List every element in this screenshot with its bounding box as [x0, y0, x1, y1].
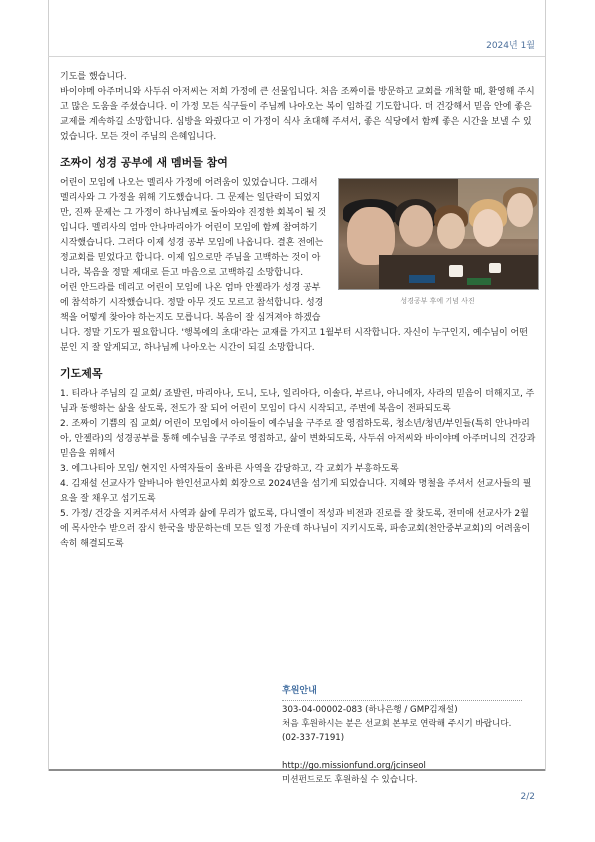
photo-figure	[338, 178, 537, 309]
bank-account: 303-04-00002-083 (하나은행 / GMP김재설)	[282, 705, 458, 715]
intro-line: 기도를 했습니다.	[60, 72, 127, 82]
page-number: 2/2	[520, 792, 535, 802]
prayer-item: 5. 가정/ 건강을 지켜주셔서 사역과 삶에 무리가 없도록, 다니엘이 적성과 비전과 진로를 잘 찾도록, 전미애 선교사가 2월에 목사안수 받으러 잠시 한국을 방문하는데 모든 일정 가운데 하나님이 지키시도록, 파송교회(천안중부교회)의 어려움이 속히 해결되도록	[60, 509, 531, 549]
prayer-item: 4. 김재설 선교사가 알바니아 한인선교사회 회장으로 2024년을 섬기게 되었습니다. 지혜와 명철을 주셔서 선교사들의 필요을 잘 채우고 섬기도록	[60, 479, 532, 504]
missionfund-link[interactable]: http://go.missionfund.org/jcinseol	[282, 761, 426, 771]
missionfund-note: 미션펀드로도 후원하실 수 있습니다.	[282, 775, 418, 785]
prayer-list	[60, 387, 537, 552]
header-rule	[48, 56, 545, 57]
prayer-item: 2. 조짜이 기쁨의 집 교회/ 어린이 모임에서 아이들이 예수님을 구주로 잘 영접하도록, 청소년/청년/부인들(특히 안나마리아, 안젤라)의 성경공부를 통해 예수님을 구주로 영접하고, 삶이 변화되도록, 사두쉬 아저씨와 바이야메 아주머니의 건강과 믿음을 위해서	[60, 419, 536, 459]
support-info	[282, 684, 522, 787]
section-title-bible-study: 조짜이 성경 공부에 새 멤버들 참여	[60, 156, 228, 169]
bible-study-section	[60, 155, 537, 356]
support-note: 처음 후원하시는 분은 선교회 본부로 연락해 주시기 바랍니다. (02-337-7191)	[282, 719, 512, 743]
support-title: 후원안내	[282, 686, 317, 696]
main-content	[60, 70, 537, 552]
photo-caption: 성경공부 후에 기념 사진	[400, 297, 475, 305]
section-title-prayer: 기도제목	[60, 367, 103, 380]
support-divider	[282, 700, 522, 701]
prayer-section	[60, 366, 537, 552]
group-photo	[338, 178, 539, 290]
intro-paragraph: 바이야메 아주머니와 사두쉬 아저씨는 저희 가정에 큰 선물입니다. 처음 조짜이를 방문하고 교회를 개척할 때, 환영해 주시고 많은 도움을 주셨습니다. 이 가정 모든 식구들이 주님께 나아오는 복이 임하길 기도합니다. 더 건강해서 믿음 안에 좋은 교제를 계속하길 소망합니다. 심방을 와줬다고 이 가정이 식사 초대해 주셔서, 좋은 식당에서 함께 좋은 시간을 보낼 수 있었습니다. 모든 것이 주님의 은혜입니다.	[60, 87, 535, 142]
prayer-item: 3. 에그나티아 모임/ 현지인 사역자들이 올바른 사역을 감당하고, 각 교회가 부흥하도록	[60, 464, 399, 474]
bible-study-paragraph-2: 어린 안드라를 데리고 어린이 모임에 나온 엄마 안젤라가 성경 공부에 참석하기 시작했습니다. 정말 아무 것도 모르고 참석합니다. 성경책을 어떻게 찾아야 하는지도 모릅니다. 복음이 잘 심겨져야 하겠습니다. 정말 기도가 필요합니다. '행복에의 초대'라는 교재를 가지고 1월부터 시작합니다. 자신이 누구인지, 예수님이 어떤 분인 지 잘 알게되고, 하나님께 나아오는 시간이 되길 소망합니다.	[60, 283, 528, 353]
prayer-item: 1. 티라나 주님의 길 교회/ 죠발린, 마리아나, 도니, 도나, 일리아다, 이솔다, 부르나, 아니에자, 사라의 믿음이 더해지고, 주님과 동행하는 삶을 살도록, 전도가 잘 되어 어린이 모임이 다시 시작되고, 주변에 복음이 전파되도록	[60, 389, 535, 414]
bible-study-paragraph-1: 어린이 모임에 나오는 멜리사 가정에 어려움이 있었습니다. 그래서 멜리사와 그 가정을 위해 기도했습니다. 그 문제는 일단락이 되었지만, 진짜 문제는 그 가정이 하나님께로 돌아와야 진정한 회복이 될 것입니다. 멜리사의 엄마 안나마리아가 어린이 모임에 함께 참여하기 시작했습니다. 그러다 이제 성경 공부 모임에 나옵니다. 결혼 전에는 정교회를 믿었다고 합니다. 이제 입으로만 주님을 고백하는 것이 아니라, 복음을 정말 제대로 듣고 마음으로 고백하길 소망합니다.	[60, 178, 327, 278]
newsletter-date: 2024년 1월	[486, 41, 535, 51]
